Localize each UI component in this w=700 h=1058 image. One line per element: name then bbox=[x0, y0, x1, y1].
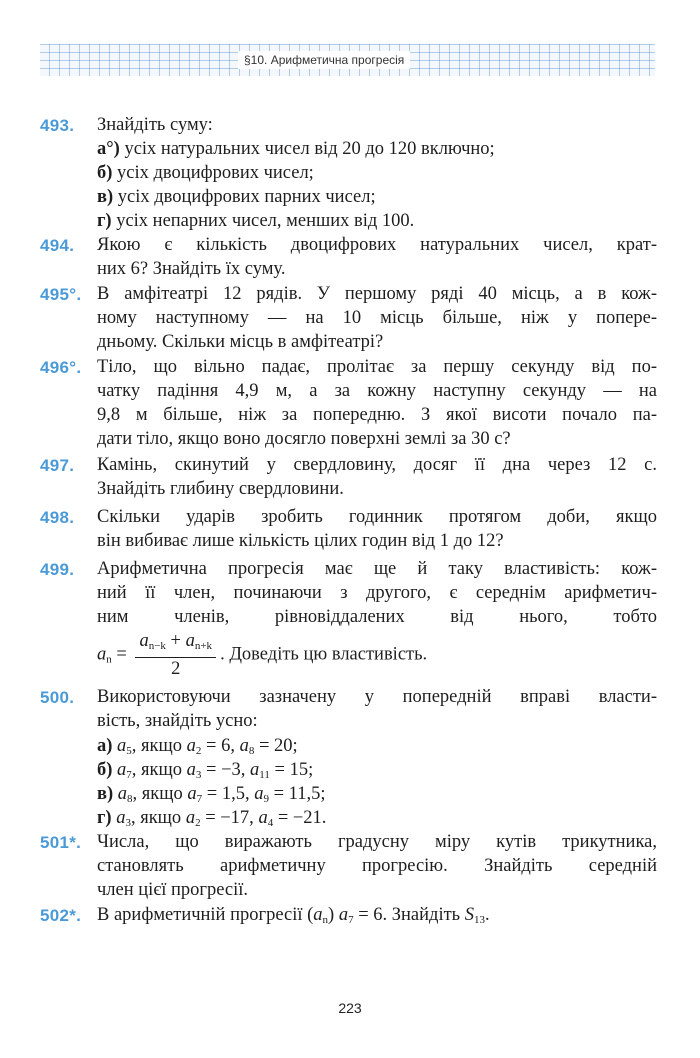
formula-subscript: 8 bbox=[248, 745, 255, 757]
exercise-text-line: Тіло, що вільно падає, пролітає за першу секунду від по- bbox=[97, 357, 657, 377]
exercise-number: 500. bbox=[40, 688, 75, 707]
item-text: = 6. Знайдіть bbox=[353, 905, 465, 925]
item-text: = 15; bbox=[269, 760, 314, 780]
item-text: усіх двоцифрових чисел; bbox=[117, 163, 314, 183]
exercise-text-line: Арифметична прогресія має ще й таку властивість: кож- bbox=[97, 559, 657, 579]
formula-subscript: n−k bbox=[148, 640, 166, 652]
exercise-text-line: вість, знайдіть усно: bbox=[97, 711, 258, 731]
item-label: в) bbox=[97, 187, 114, 207]
item-label: б) bbox=[97, 163, 113, 183]
formula-subscript: 13 bbox=[474, 914, 485, 926]
formula-var: a bbox=[185, 808, 196, 828]
exercise-text-line: ному наступному — на 10 місць більше, ніж у попере- bbox=[97, 308, 657, 328]
formula-var: a bbox=[239, 736, 249, 756]
page-number: 223 bbox=[338, 1000, 362, 1016]
exercise-text-line: Знайдіть глибину свердловини. bbox=[97, 479, 344, 499]
exercise-item-a bbox=[97, 137, 657, 162]
formula-var: a bbox=[187, 784, 197, 804]
exercise-text-line: член цієї прогресії. bbox=[97, 880, 249, 900]
exercise-text-line: Числа, що виражають градусну міру кутів трикутника, bbox=[97, 832, 657, 852]
item-text: В арифметичній прогресії ( bbox=[97, 905, 314, 925]
exercise-text-line: Якою є кількість двоцифрових натуральних чисел, крат- bbox=[97, 235, 657, 255]
page-header-title: §10. Арифметична прогресія bbox=[238, 51, 410, 69]
formula-var: a bbox=[338, 905, 349, 925]
exercise-text-line: В амфітеатрі 12 рядів. У першому ряді 40 місць, а в кож- bbox=[97, 284, 657, 304]
exercise-text-line: ний її член, починаючи з другого, є середнім арифметич- bbox=[97, 583, 657, 603]
formula-line bbox=[97, 630, 657, 680]
item-text: = 20; bbox=[254, 736, 298, 756]
exercise-number: 493. bbox=[40, 116, 75, 135]
formula-var: a bbox=[254, 784, 264, 804]
formula-subscript: 7 bbox=[196, 793, 203, 805]
formula-var: a bbox=[186, 760, 196, 780]
item-label: а) bbox=[97, 736, 113, 756]
formula-var: a bbox=[313, 905, 323, 925]
exercise-number: 497. bbox=[40, 456, 75, 475]
item-text: . bbox=[485, 905, 490, 925]
exercise-item-d bbox=[97, 209, 657, 234]
formula-subscript: 8 bbox=[127, 793, 133, 805]
item-label: г) bbox=[97, 211, 112, 231]
formula-subscript: 7 bbox=[126, 769, 132, 781]
item-text: усіх непарних чисел, менших від 100. bbox=[116, 211, 415, 231]
exercise-number: 501*. bbox=[40, 833, 82, 852]
exercise-number: 495°. bbox=[40, 285, 82, 304]
exercise-number: 502*. bbox=[40, 906, 82, 925]
item-text: усіх двоцифрових парних чисел; bbox=[117, 187, 376, 207]
exercise-number: 494. bbox=[40, 236, 75, 255]
formula-tail: . Доведіть цю властивість. bbox=[220, 644, 428, 665]
item-text: ) bbox=[328, 905, 339, 925]
exercise-text-line: чатку падіння 4,9 м, а за кожну наступну секунду — на bbox=[97, 381, 657, 401]
exercise-text-line: ним членів, рівновіддалених від нього, тобто bbox=[97, 607, 657, 627]
item-text: = −21. bbox=[273, 808, 327, 828]
exercise-text-line: становлять арифметичну прогресію. Знайдіть середній bbox=[97, 856, 657, 876]
formula-subscript: 3 bbox=[195, 769, 202, 781]
item-text: = −17, bbox=[200, 808, 259, 828]
exercise-text-line: Використовуючи зазначену у попередній вправі власти- bbox=[97, 687, 657, 707]
fraction-numerator bbox=[135, 630, 216, 658]
formula-var: a bbox=[185, 631, 195, 651]
formula-subscript: 7 bbox=[348, 914, 354, 926]
formula-var: a bbox=[117, 784, 128, 804]
item-text: усіх натуральних чисел від 20 до 120 включно; bbox=[124, 139, 495, 159]
formula-subscript: 11 bbox=[259, 769, 270, 781]
item-text: = 11,5; bbox=[268, 784, 326, 804]
item-label: г) bbox=[97, 808, 112, 828]
formula-subscript: 4 bbox=[267, 817, 274, 829]
formula-var: a bbox=[186, 736, 196, 756]
item-label: а°) bbox=[97, 139, 120, 159]
exercise-text-line: він вибиває лише кількість цілих годин від 1 до 12? bbox=[97, 531, 504, 551]
item-label: б) bbox=[97, 760, 113, 780]
exercise-text-line: Скільки ударів зробить годинник протягом доби, якщо bbox=[97, 507, 657, 527]
formula-var: a bbox=[258, 808, 268, 828]
formula-equals: = bbox=[116, 644, 127, 665]
formula-subscript: 2 bbox=[195, 745, 202, 757]
exercise-text: Знайдіть суму: bbox=[97, 115, 213, 135]
item-text: = 6, bbox=[201, 736, 240, 756]
formula-fraction bbox=[135, 630, 216, 680]
formula-subscript: 2 bbox=[195, 817, 201, 829]
item-text: = 1,5, bbox=[202, 784, 255, 804]
formula-subscript: n+k bbox=[194, 640, 213, 652]
item-text: = −3, bbox=[201, 760, 251, 780]
item-text: , якщо bbox=[131, 760, 187, 780]
formula-var: a bbox=[116, 808, 126, 828]
formula-var: a bbox=[117, 760, 127, 780]
formula-subscript: n bbox=[322, 914, 329, 926]
item-text: , якщо bbox=[132, 784, 188, 804]
item-text: , якщо bbox=[130, 808, 186, 828]
formula-var: a bbox=[117, 736, 127, 756]
formula-var: S bbox=[464, 905, 474, 925]
exercise-text-line: дньому. Скільки місць в амфітеатрі? bbox=[97, 332, 384, 352]
fraction-denominator: 2 bbox=[171, 659, 181, 679]
formula-var: a bbox=[97, 644, 107, 665]
exercise-text-line: дати тіло, якщо воно досягло поверхні землі за 30 с? bbox=[97, 429, 511, 449]
formula-var: a bbox=[250, 760, 260, 780]
formula-subscript: 5 bbox=[126, 745, 132, 757]
exercise-number: 499. bbox=[40, 560, 75, 579]
exercise-text-line: них 6? Знайдіть їх суму. bbox=[97, 259, 286, 279]
formula-plus: + bbox=[170, 631, 181, 651]
exercise-item-b bbox=[97, 161, 657, 186]
exercise-number: 496°. bbox=[40, 358, 82, 377]
item-label: в) bbox=[97, 784, 114, 804]
exercise-number: 498. bbox=[40, 508, 75, 527]
exercise-item-c bbox=[97, 185, 657, 210]
formula-subscript: 3 bbox=[125, 817, 131, 829]
exercise-text-line bbox=[97, 903, 657, 933]
formula-subscript: 9 bbox=[263, 793, 269, 805]
exercise-text-line: Камінь, скинутий у свердловину, досяг її дна через 12 с. bbox=[97, 455, 657, 475]
item-text: , якщо bbox=[131, 736, 187, 756]
formula-subscript: n bbox=[106, 653, 112, 666]
formula-var: a bbox=[139, 631, 149, 651]
exercise-text-line: 9,8 м більше, ніж за попередню. З якої висоти почало па- bbox=[97, 405, 657, 425]
